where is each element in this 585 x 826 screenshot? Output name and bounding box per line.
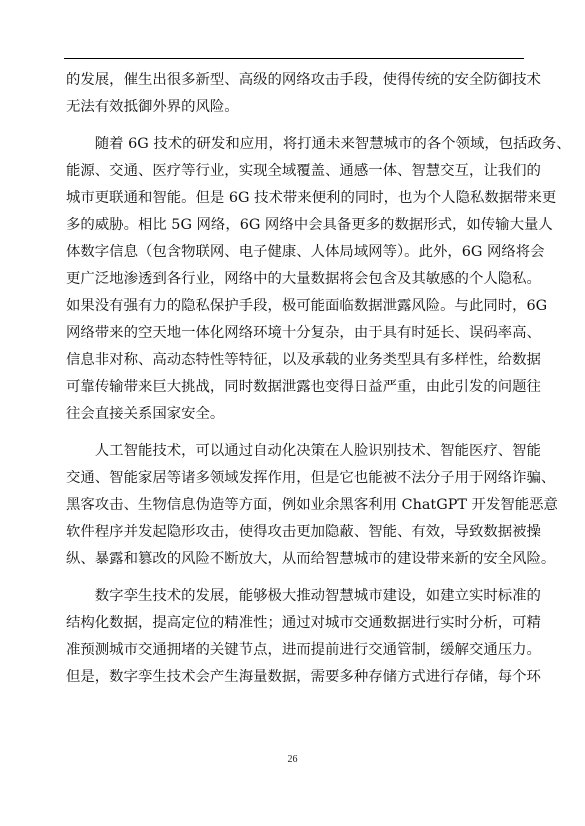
paragraph — [66, 583, 541, 691]
text-line: 纵、暴露和篡改的风险不断放大，从而给智慧城市的建设带来新的安全风险。 — [66, 551, 556, 567]
text-line: 交通、智能家居等诸多领域发挥作用，但是它也能被不法分子用于网络诈骗、 — [66, 470, 556, 486]
text-line: 往会直接关系国家安全。 — [66, 406, 225, 422]
text-line: 随着 6G 技术的研发和应用，将打通未来智慧城市的各个领域，包括政务、 — [66, 136, 571, 152]
text-line: 人工智能技术，可以通过自动化决策在人脸识别技术、智能医疗、智能 — [66, 443, 541, 459]
text-line: 结构化数据，提高定位的精准性；通过对城市交通数据进行实时分析，可精 — [66, 615, 541, 631]
text-line: 但是，数字孪生技术会产生海量数据，需要多种存储方式进行存储，每个环 — [66, 669, 541, 685]
text-line: 城市更联通和智能。但是 6G 技术带来便利的同时，也为个人隐私数据带来更 — [66, 190, 557, 206]
text-line: 数字孪生技术的发展，能够极大推动智慧城市建设，如建立实时标准的 — [66, 588, 541, 604]
header-rule — [64, 58, 524, 59]
text-line: 的发展，催生出很多新型、高级的网络攻击手段，使得传统的安全防御技术 — [66, 72, 541, 88]
paragraph — [66, 131, 571, 428]
paragraph — [66, 438, 558, 573]
page-number: 26 — [287, 754, 298, 765]
text-line: 体数字信息（包含物联网、电子健康、人体局域网等）。此外，6G 网络将会 — [66, 244, 545, 260]
text-line: 更广泛地渗透到各行业，网络中的大量数据将会包含及其敏感的个人隐私。 — [66, 271, 541, 287]
text-line: 多的威胁。相比 5G 网络，6G 网络中会具备更多的数据形式，如传输大量人 — [66, 217, 553, 233]
text-line: 软件程序并发起隐形攻击，使得攻击更加隐蔽、智能、有效，导致数据被操 — [66, 524, 541, 540]
paragraph — [66, 67, 541, 121]
text-line: 黑客攻击、生物信息伪造等方面，例如业余黑客利用 ChatGPT 开发智能恶意 — [66, 497, 558, 513]
text-line: 无法有效抵御外界的风险。 — [66, 99, 239, 115]
text-line: 如果没有强有力的隐私保护手段，极可能面临数据泄露风险。与此同时，6G — [66, 298, 548, 314]
text-line: 可靠传输带来巨大挑战，同时数据泄露也变得日益严重，由此引发的问题往 — [66, 379, 541, 395]
text-line: 网络带来的空天地一体化网络环境十分复杂，由于具有时延长、误码率高、 — [66, 325, 541, 341]
text-line: 信息非对称、高动态特性等特征，以及承载的业务类型具有多样性，给数据 — [66, 352, 541, 368]
text-line: 能源、交通、医疗等行业，实现全域覆盖、通感一体、智慧交互，让我们的 — [66, 163, 541, 179]
body-text — [66, 67, 571, 691]
text-line: 准预测城市交通拥堵的关键节点，进而提前进行交通管制，缓解交通压力。 — [66, 642, 541, 658]
